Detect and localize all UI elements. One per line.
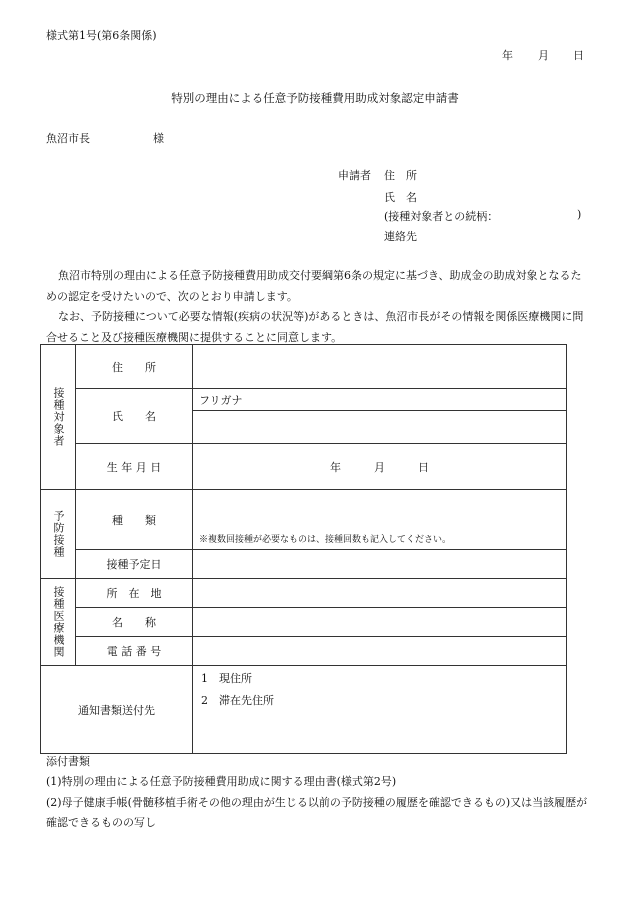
applicant-name-label: 氏 名 — [384, 191, 417, 204]
document-title: 特別の理由による任意予防接種費用助成対象認定申請書 — [171, 91, 459, 105]
applicant-relation-close: ) — [577, 208, 582, 221]
attachment-item-1: (1)特別の理由による任意予防接種費用助成に関する理由書(様式第2号) — [46, 775, 397, 788]
vaccine-type-label: 種 類 — [76, 490, 193, 550]
furigana-label: フリガナ — [199, 393, 243, 407]
addressee-honorific: 様 — [153, 132, 164, 145]
inst-phone-label: 電 話 番 号 — [76, 637, 193, 666]
birthdate-field[interactable] — [193, 444, 567, 490]
inst-name-field[interactable] — [193, 608, 567, 637]
send-option-current-address[interactable]: 1 現住所 — [201, 672, 252, 685]
section-institution-label: 接種医療機関 — [52, 586, 65, 658]
scheduled-date-label: 接種予定日 — [76, 550, 193, 579]
furigana-field[interactable] — [193, 389, 567, 411]
attachment-item-2 — [46, 793, 591, 833]
application-statement — [46, 266, 586, 348]
attachments-heading: 添付書類 — [46, 755, 90, 768]
subject-address-label: 住 所 — [76, 345, 193, 389]
section-vaccination — [41, 490, 76, 579]
date-day-label: 日 — [573, 49, 584, 62]
date-month-label: 月 — [538, 49, 549, 62]
section-subject-label: 接種対象者 — [52, 387, 65, 447]
birth-month-label: 月 — [374, 460, 385, 474]
attachment-item-2-text: (2)母子健康手帳(骨髄移植手術その他の理由が生じる以前の予防接種の履歴を確認できるもの)又は当該履歴が確認できるものの写し — [46, 796, 588, 829]
inst-phone-field[interactable] — [193, 637, 567, 666]
inst-location-label: 所 在 地 — [76, 579, 193, 608]
vaccine-type-field[interactable] — [193, 490, 567, 550]
addressee-name: 魚沼市長 — [46, 132, 90, 145]
inst-name-label: 名 称 — [76, 608, 193, 637]
send-to-label: 通知書類送付先 — [41, 666, 193, 754]
applicant-label: 申請者 — [338, 169, 371, 182]
birth-day-label: 日 — [418, 460, 429, 474]
send-option-stay-address[interactable]: 2 滞在先住所 — [201, 694, 274, 707]
subject-address-field[interactable] — [193, 345, 567, 389]
application-form-table — [40, 344, 567, 754]
subject-name-label: 氏 名 — [76, 389, 193, 444]
subject-name-field[interactable] — [193, 411, 567, 444]
inst-location-field[interactable] — [193, 579, 567, 608]
section-institution — [41, 579, 76, 666]
date-year-label: 年 — [502, 49, 513, 62]
applicant-relation-label: (接種対象者との続柄： — [384, 210, 499, 223]
birthdate-label: 生 年 月 日 — [76, 444, 193, 490]
scheduled-date-field[interactable] — [193, 550, 567, 579]
section-subject — [41, 345, 76, 490]
statement-paragraph-2: なお、予防接種について必要な情報(疾病の状況等)があるときは、魚沼市長がその情報を関係医療機関に問合せること及び接種医療機関に提供することに同意します。 — [46, 310, 584, 344]
send-to-field[interactable] — [193, 666, 567, 754]
form-number: 様式第1号(第6条関係) — [46, 29, 157, 42]
applicant-address-label: 住 所 — [384, 169, 417, 182]
applicant-contact-label: 連絡先 — [384, 230, 417, 243]
section-vaccination-label: 予防接種 — [52, 510, 65, 558]
vaccine-note: ※複数回接種が必要なものは、接種回数も記入してください。 — [199, 535, 452, 545]
birth-year-label: 年 — [330, 460, 341, 474]
statement-paragraph-1: 魚沼市特別の理由による任意予防接種費用助成交付要綱第6条の規定に基づき、助成金の助成対象となるための認定を受けたいので、次のとおり申請します。 — [46, 269, 582, 303]
